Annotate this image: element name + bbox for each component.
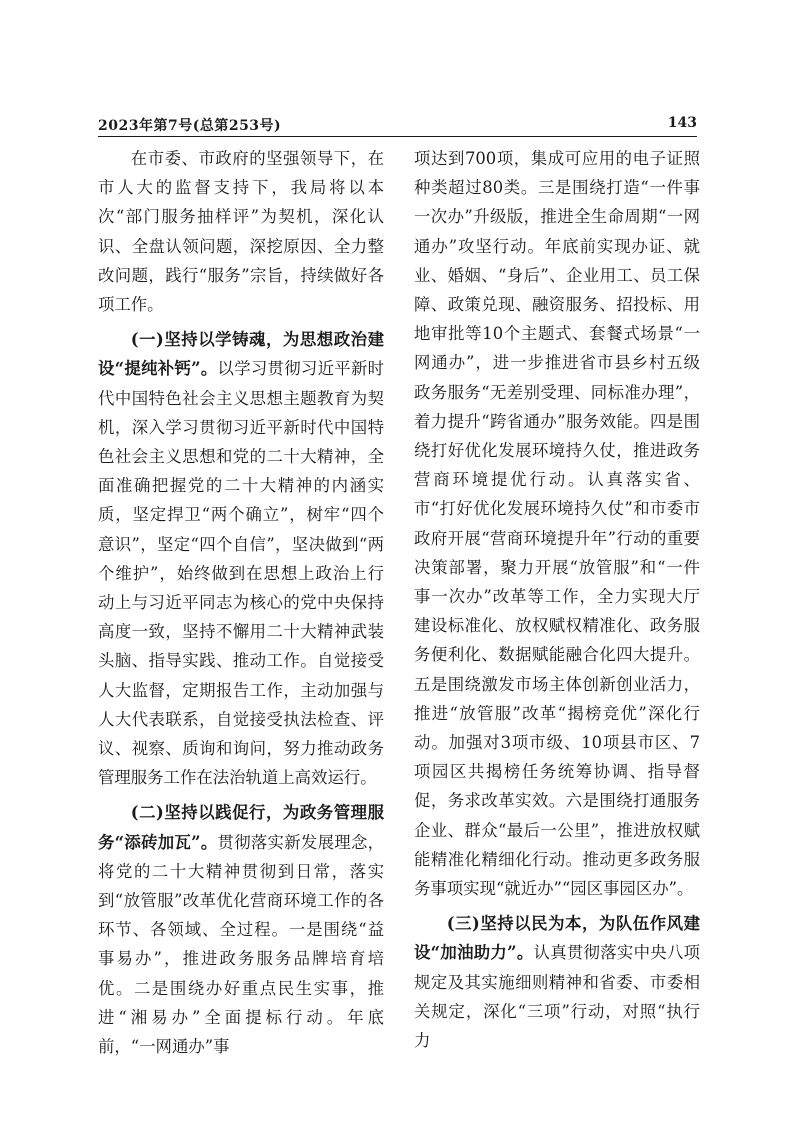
paragraph-section-1: [98, 325, 384, 792]
running-header: [98, 112, 697, 137]
issue-label: 2023年第7号(总第253号): [98, 118, 282, 134]
paragraph-section-3: [414, 909, 700, 1055]
section-heading-1: (一)坚持以学铸魂，为思想政治建设“提纯补钙”。: [98, 330, 384, 379]
right-column: [414, 144, 700, 1055]
section-body-1: 以学习贯彻习近平新时代中国特色社会主义思想主题教育为契机，深入学习贯彻习近平新时代中国特色社会主义思想和党的二十大精神，全面准确把握党的二十大精神的内涵实质，坚定捍卫“两个确立”，树牢“四个意识”，坚定“四个自信”，坚决做到“两个维护”，始终做到在思想上政治上行动上与习近平同志为核心的党中央保持高度一致，坚持不懈用二十大精神武装头脑、指导实践、推动工作。自觉接受人大监督，定期报告工作，主动加强与人大代表联系，自觉接受执法检查、评议、视察、质询和询问，努力推动政务管理服务工作在法治轨道上高效运行。: [98, 359, 385, 788]
paragraph-section-2-continued: 项达到700项，集成可应用的电子证照种类超过80类。三是围绕打造“一件事一次办”升级版，推进全生命周期“一网通办”攻坚行动。年底前实现办证、就业、婚姻、“身后”、企业用工、员工保障、政策兑现、融资服务、招投标、用地审批等10个主题式、套餐式场景“一网通办”，进一步推进省市县乡村五级政务服务“无差别受理、同标准办理”，着力提升“跨省通办”服务效能。四是围绕打好优化发展环境持久仗，推进政务营商环境提优行动。认真落实省、市“打好优化发展环境持久仗”和市委市政府开展“营商环境提升年”行动的重要决策部署，聚力开展“放管服”和“一件事一次办”改革等工作，全力实现大厅建设标准化、放权赋权精准化、政务服务便利化、数据赋能融合化四大提升。五是围绕激发市场主体创新创业活力，推进“放管服”改革“揭榜竞优”深化行动。加强对3项市级、10项县市区、7项园区共揭榜任务统筹协调、指导督促，务求改革实效。六是围绕打通服务企业、群众“最后一公里”，推进放权赋能精准化精细化行动。推动更多政务服务事项实现“就近办”“园区事园区办”。: [414, 149, 700, 899]
section-body-2: 贯彻落实新发展理念，将党的二十大精神贯彻到日常，落实到“放管服”改革优化营商环境工作的各环节、各领域、全过程。一是围绕“益事易办”，推进政务服务品牌培育培优。二是围绕办好重点民生实事，推进“湘易办”全面提标行动。年底前，“一网通办”事: [98, 832, 385, 1057]
section-heading-3: (三)坚持以民为本，为队伍作风建设“加油助力”。: [414, 914, 700, 963]
section-heading-2: (二)坚持以践促行，为政务管理服务“添砖加瓦”。: [98, 803, 384, 852]
left-column: [98, 144, 384, 1061]
paragraph-intro: 在市委、市政府的坚强领导下，在市人大的监督支持下，我局将以本次“部门服务抽样评”为契机，深化认识、全盘认领问题，深挖原因、全力整改问题，践行“服务”宗旨，持续做好各项工作。: [98, 149, 384, 315]
page-number: 143: [667, 115, 697, 131]
paragraph-section-2: [98, 798, 384, 1061]
section-body-3: 认真贯彻落实中央八项规定及其实施细则精神和省委、市委相关规定，深化“三项”行动，对照“执行力: [414, 943, 701, 1051]
